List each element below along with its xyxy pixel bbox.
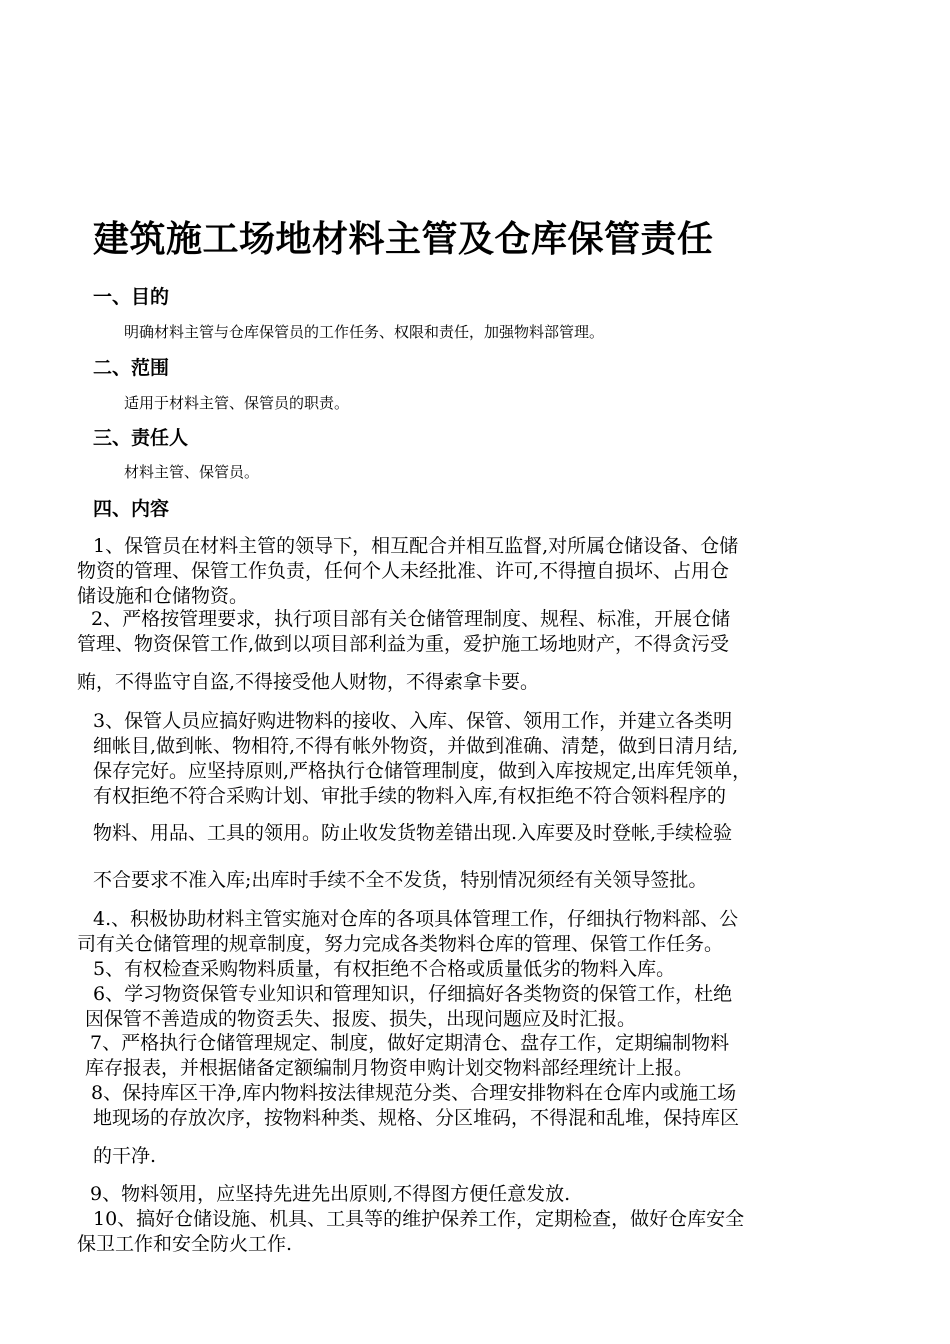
content-line: 物资的管理、保管工作负责，任何个人未经批准、许可,不得擅自损坏、占用仓 xyxy=(77,560,730,582)
content-line: 因保管不善造成的物资丢失、报废、损失，出现问题应及时汇报。 xyxy=(85,1008,637,1030)
document-title: 建筑施工场地材料主管及仓库保管责任 xyxy=(93,219,714,260)
content-line: 保存完好。应坚持原则,严格执行仓储管理制度，做到入库按规定,出库凭领单， xyxy=(93,760,752,782)
content-line: 5、有权检查采购物料质量，有权拒绝不合格或质量低劣的物料入库。 xyxy=(93,958,676,980)
content-line: 3、保管人员应搞好购进物料的接收、入库、保管、领用工作，并建立各类明 xyxy=(93,710,733,732)
section-heading-scope: 二、范围 xyxy=(93,357,170,379)
content-line: 不合要求不准入库;出库时手续不全不发货，特别情况须经有关领导签批。 xyxy=(93,869,708,891)
content-line: 10、搞好仓储设施、机具、工具等的维护保养工作，定期检查，做好仓库安全 xyxy=(93,1208,745,1230)
content-line: 的干净. xyxy=(93,1145,157,1167)
content-line: 贿，不得监守自盗,不得接受他人财物，不得索拿卡要。 xyxy=(77,671,540,693)
content-line: 地现场的存放次序，按物料种类、规格、分区堆码，不得混和乱堆，保持库区 xyxy=(93,1107,740,1129)
content-line: 司有关仓储管理的规章制度，努力完成各类物料仓库的管理、保管工作任务。 xyxy=(77,933,724,955)
content-line: 1、保管员在材料主管的领导下，相互配合并相互监督,对所属仓储设备、仓储 xyxy=(93,535,739,557)
section-body-scope: 适用于材料主管、保管员的职责。 xyxy=(124,394,350,412)
content-line: 有权拒绝不符合采购计划、审批手续的物料入库,有权拒绝不符合领料程序的 xyxy=(93,785,727,807)
content-line: 库存报表，并根据储备定额编制月物资申购计划交物料部经理统计上报。 xyxy=(85,1057,694,1079)
content-line: 储设施和仓储物资。 xyxy=(77,585,249,607)
section-heading-purpose: 一、目的 xyxy=(93,286,170,308)
content-line: 管理、物资保管工作,做到以项目部利益为重，爱护施工场地财产，不得贪污受 xyxy=(77,633,730,655)
content-line: 物料、用品、工具的领用。防止收发货物差错出现.入库要及时登帐,手续检验 xyxy=(93,822,733,844)
content-line: 4.、积极协助材料主管实施对仓库的各项具体管理工作，仔细执行物料部、公 xyxy=(93,908,739,930)
content-line: 9、物料领用，应坚持先进先出原则,不得图方便任意发放. xyxy=(90,1183,571,1205)
content-line: 6、学习物资保管专业知识和管理知识，仔细搞好各类物资的保管工作，杜绝 xyxy=(93,983,733,1005)
content-line: 7、严格执行仓储管理规定、制度，做好定期清仓、盘存工作，定期编制物料 xyxy=(90,1032,730,1054)
section-body-responsible: 材料主管、保管员。 xyxy=(124,463,260,481)
content-line: 8、保持库区干净,库内物料按法律规范分类、合理安排物料在仓库内或施工场 xyxy=(91,1082,737,1104)
section-heading-responsible: 三、责任人 xyxy=(93,427,189,449)
content-line: 细帐目,做到帐、物相符,不得有帐外物资，并做到准确、清楚，做到日清月结, xyxy=(93,735,739,757)
content-line: 保卫工作和安全防火工作. xyxy=(77,1233,293,1255)
section-body-purpose: 明确材料主管与仓库保管员的工作任务、权限和责任，加强物料部管理。 xyxy=(124,323,605,341)
section-heading-content: 四、内容 xyxy=(93,498,170,520)
content-line: 2、严格按管理要求，执行项目部有关仓储管理制度、规程、标准，开展仓储 xyxy=(91,608,731,630)
